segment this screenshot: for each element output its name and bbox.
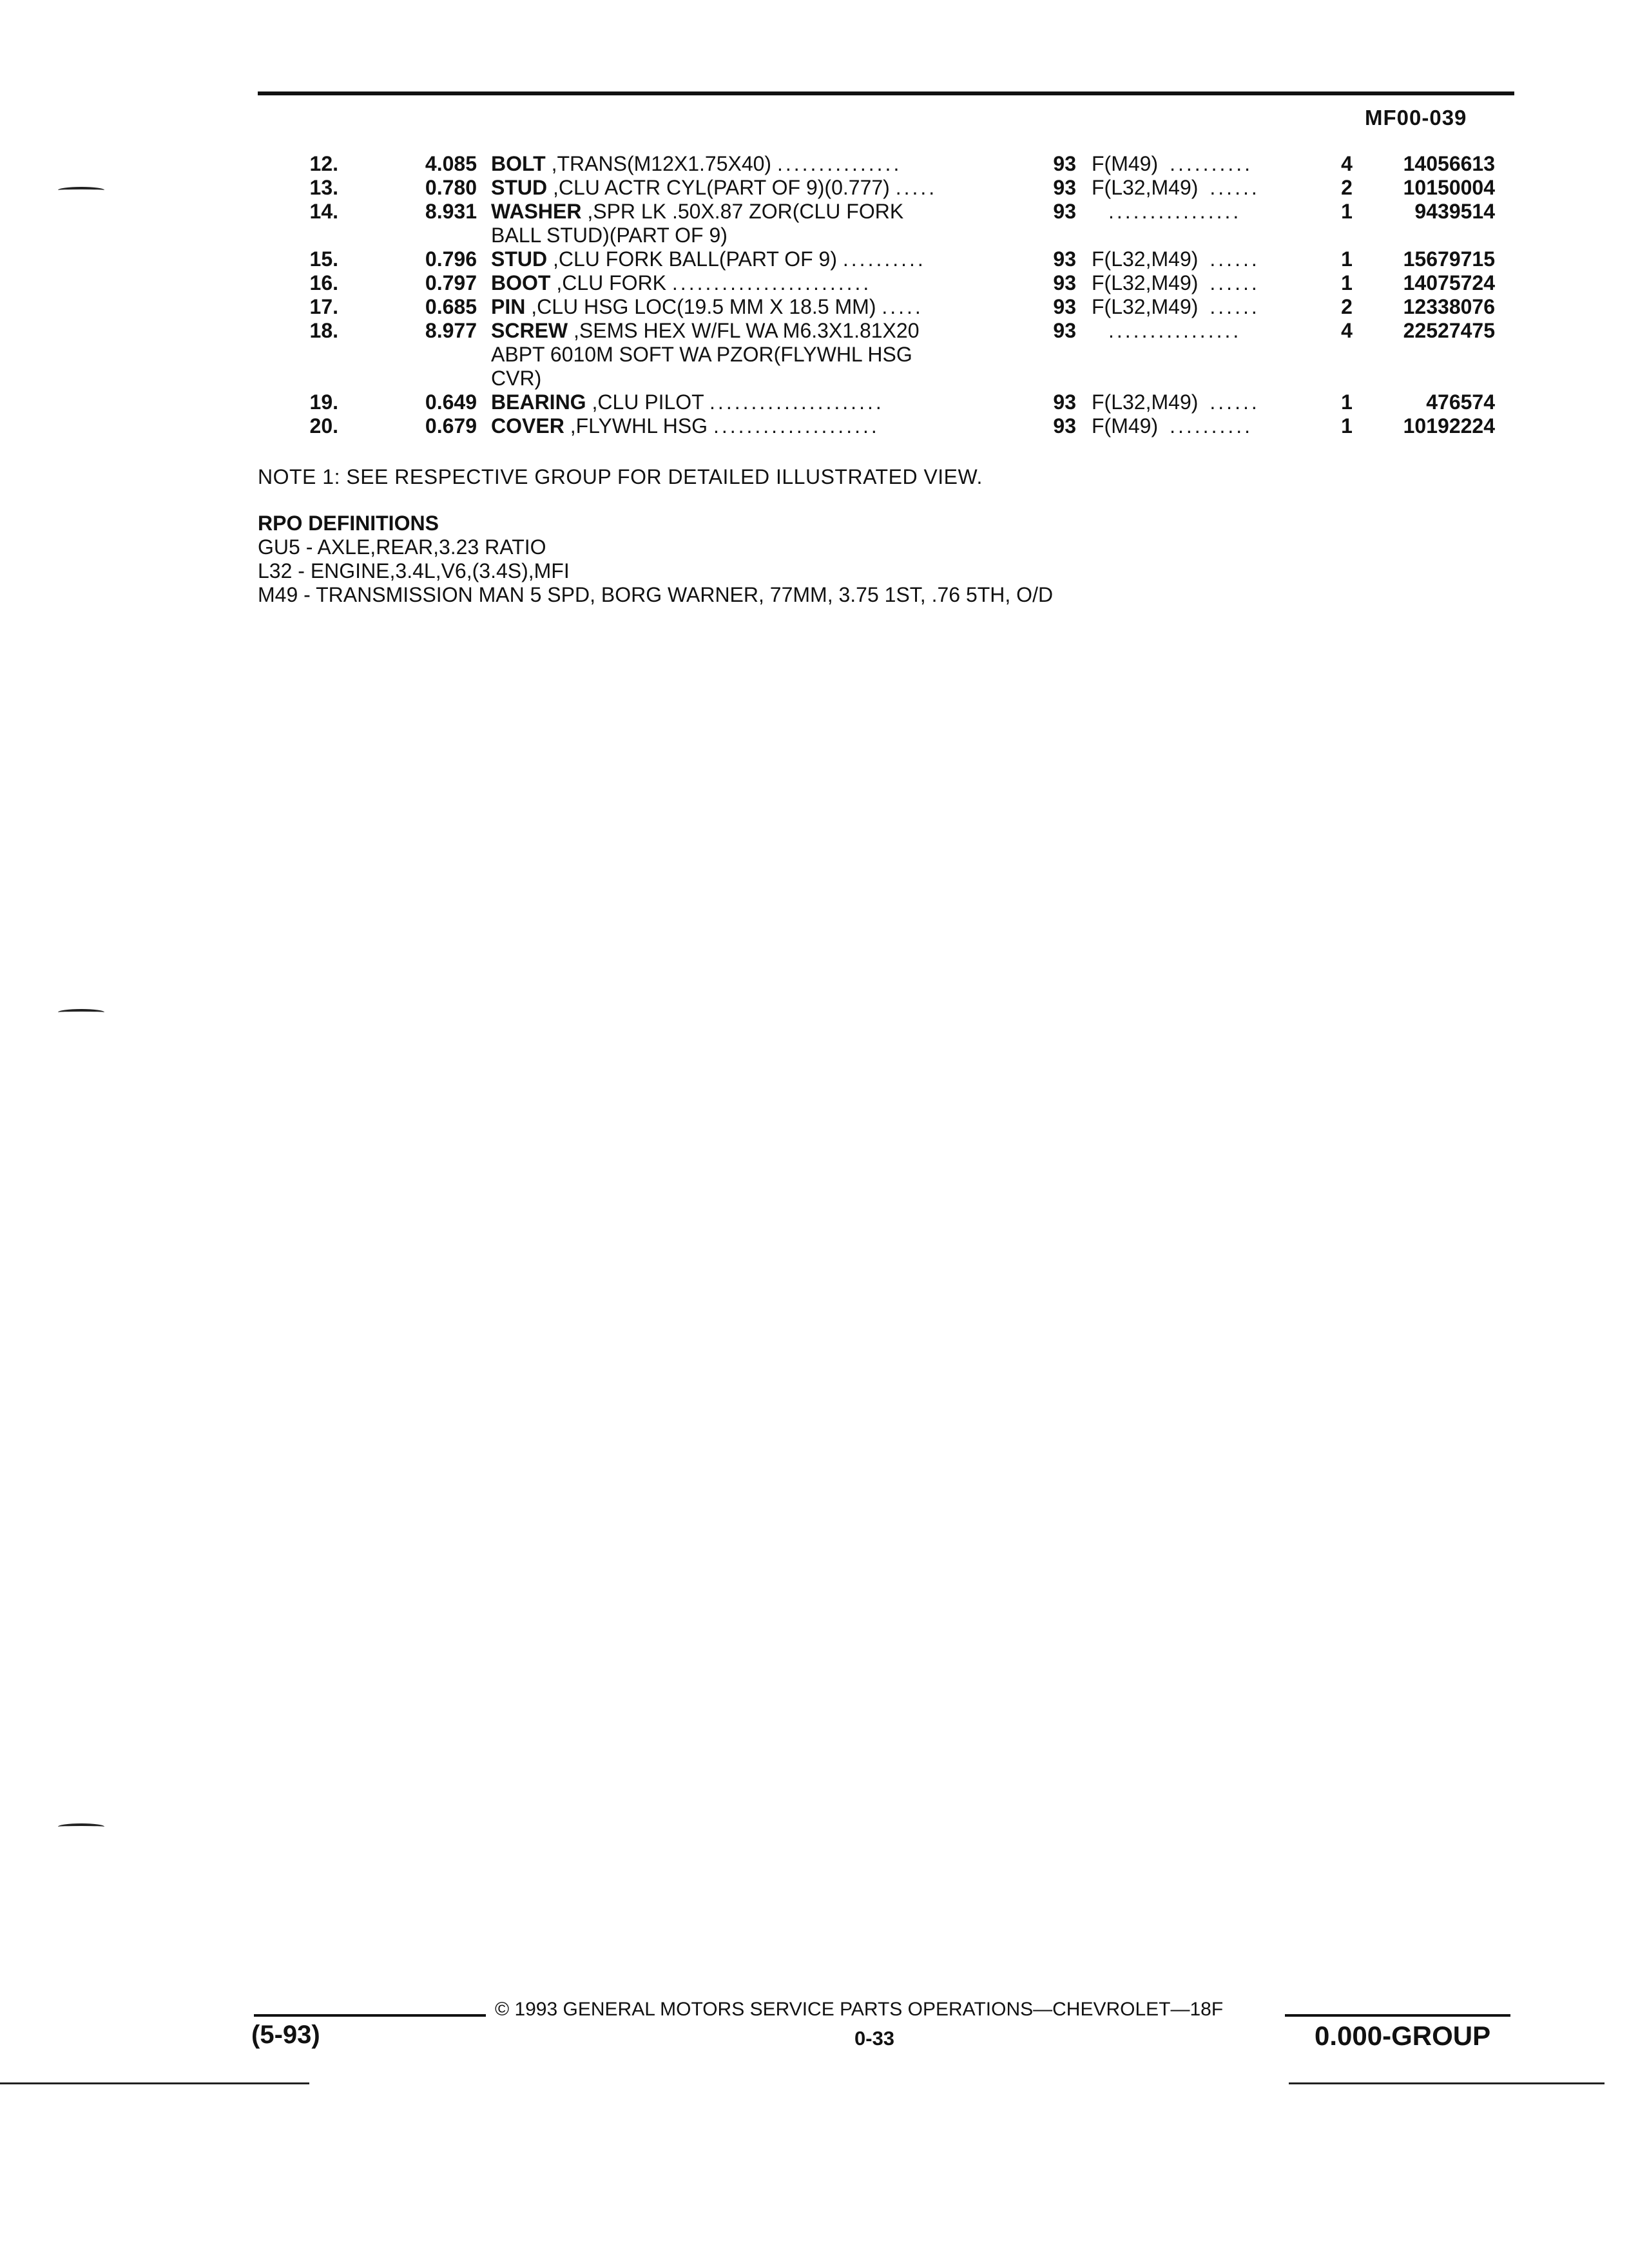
application-code: F(L32,M49)	[1092, 176, 1199, 199]
footer-copyright: © 1993 GENERAL MOTORS SERVICE PARTS OPERATIONS—CHEVROLET—18F	[495, 1999, 1224, 2020]
description-line	[491, 247, 1031, 271]
leader-dots: .....	[882, 295, 923, 318]
table-row	[258, 319, 1521, 390]
part-description	[477, 319, 1031, 390]
leader-dots: ......	[1210, 295, 1260, 318]
part-number: 15679715	[1403, 247, 1495, 271]
table-row	[258, 390, 1521, 414]
leader-dots: ......	[1210, 176, 1260, 199]
leader-dots: ........................	[671, 271, 872, 294]
part-name: BOLT	[491, 152, 546, 175]
punch-mark-bottom	[58, 1823, 104, 1830]
quantity: 4	[1341, 319, 1353, 342]
footer-rule-left	[254, 2014, 486, 2017]
part-detail: ,SPR LK .50X.87 ZOR(CLU FORK	[581, 200, 904, 223]
header-rule	[258, 91, 1514, 95]
item-number: 20.	[309, 414, 338, 437]
part-description	[477, 247, 1031, 271]
model-year: 93	[1053, 271, 1076, 294]
table-row	[258, 271, 1521, 295]
rpo-item: L32 - ENGINE,3.4L,V6,(3.4S),MFI	[258, 559, 570, 582]
application-code: F(M49)	[1092, 414, 1159, 437]
part-number: 12338076	[1403, 295, 1495, 318]
part-number: 10150004	[1403, 176, 1495, 199]
part-description	[477, 176, 1031, 200]
footer-rule-right	[1285, 2014, 1510, 2017]
model-year: 93	[1053, 319, 1076, 342]
rpo-item: M49 - TRANSMISSION MAN 5 SPD, BORG WARNER, 77MM, 3.75 1ST, .76 5TH, O/D	[258, 583, 1054, 606]
table-row	[258, 176, 1521, 200]
illustration-number: 8.977	[425, 319, 477, 342]
part-detail: ,SEMS HEX W/FL WA M6.3X1.81X20	[568, 319, 920, 342]
page-edge-rule-right	[1289, 2082, 1605, 2084]
description-continuation: CVR)	[491, 367, 542, 390]
punch-mark-middle	[58, 1009, 104, 1015]
quantity: 2	[1341, 295, 1353, 318]
part-name: WASHER	[491, 200, 582, 223]
illustration-number: 0.797	[425, 271, 477, 294]
description-line	[491, 390, 1031, 414]
leader-dots: .....	[895, 176, 938, 199]
footer-group: 0.000-GROUP	[1315, 2021, 1491, 2051]
item-number: 12.	[309, 152, 338, 175]
part-detail: ,CLU FORK	[550, 271, 667, 294]
document-code: MF00-039	[1365, 106, 1467, 130]
application	[1076, 414, 1334, 438]
model-year: 93	[1053, 152, 1076, 175]
item-number: 18.	[309, 319, 338, 342]
note-text: NOTE 1: SEE RESPECTIVE GROUP FOR DETAILED ILLUSTRATED VIEW.	[258, 465, 983, 488]
item-number: 14.	[309, 200, 338, 223]
illustration-number: 0.679	[425, 414, 477, 437]
quantity: 4	[1341, 152, 1353, 175]
part-name: SCREW	[491, 319, 568, 342]
application	[1076, 319, 1334, 343]
application-code: F(M49)	[1092, 152, 1159, 175]
part-name: PIN	[491, 295, 526, 318]
quantity: 1	[1341, 271, 1353, 294]
model-year: 93	[1053, 295, 1076, 318]
page-edge-rule-left	[0, 2082, 309, 2084]
illustration-number: 0.780	[425, 176, 477, 199]
part-number: 14056613	[1403, 152, 1495, 175]
part-number: 476574	[1426, 390, 1495, 414]
illustration-number: 0.649	[425, 390, 477, 414]
part-description	[477, 414, 1031, 438]
application	[1076, 271, 1334, 295]
part-detail: ,CLU HSG LOC(19.5 MM X 18.5 MM)	[525, 295, 876, 318]
leader-dots: ..........	[1170, 152, 1253, 175]
part-detail: ,CLU FORK BALL(PART OF 9)	[547, 247, 837, 271]
model-year: 93	[1053, 176, 1076, 199]
model-year: 93	[1053, 200, 1076, 223]
part-number: 14075724	[1403, 271, 1495, 294]
application	[1076, 152, 1334, 176]
leader-dots: ................	[1108, 319, 1242, 342]
rpo-definitions	[258, 512, 1053, 607]
leader-dots: ......	[1210, 247, 1260, 271]
punch-mark-top	[58, 187, 104, 193]
illustration-number: 0.796	[425, 247, 477, 271]
application-code: F(L32,M49)	[1092, 295, 1199, 318]
quantity: 1	[1341, 247, 1353, 271]
footer-date: (5-93)	[251, 2021, 320, 2049]
quantity: 1	[1341, 390, 1353, 414]
quantity: 2	[1341, 176, 1353, 199]
quantity: 1	[1341, 200, 1353, 223]
part-name: STUD	[491, 176, 548, 199]
description-continuation: BALL STUD)(PART OF 9)	[491, 224, 728, 247]
leader-dots: ......	[1210, 390, 1260, 414]
application	[1076, 176, 1334, 200]
model-year: 93	[1053, 414, 1076, 437]
part-name: BOOT	[491, 271, 551, 294]
rpo-item: GU5 - AXLE,REAR,3.23 RATIO	[258, 535, 546, 559]
part-name: COVER	[491, 414, 564, 437]
table-row	[258, 247, 1521, 271]
description-line	[491, 152, 1031, 176]
application-code: F(L32,M49)	[1092, 271, 1199, 294]
description-line	[491, 319, 1031, 343]
item-number: 19.	[309, 390, 338, 414]
description-line	[491, 271, 1031, 295]
part-number: 22527475	[1403, 319, 1495, 342]
item-number: 16.	[309, 271, 338, 294]
part-description	[477, 295, 1031, 319]
rpo-title: RPO DEFINITIONS	[258, 512, 439, 535]
part-description	[477, 200, 1031, 247]
description-line	[491, 414, 1031, 438]
application	[1076, 247, 1334, 271]
application	[1076, 295, 1334, 319]
quantity: 1	[1341, 414, 1353, 437]
item-number: 13.	[309, 176, 338, 199]
application	[1076, 200, 1334, 224]
part-detail: ,TRANS(M12X1.75X40)	[545, 152, 772, 175]
table-row	[258, 295, 1521, 319]
part-name: STUD	[491, 247, 548, 271]
item-number: 15.	[309, 247, 338, 271]
part-description	[477, 390, 1031, 414]
description-continuation: ABPT 6010M SOFT WA PZOR(FLYWHL HSG	[491, 343, 912, 366]
application-code: F(L32,M49)	[1092, 390, 1199, 414]
table-row	[258, 414, 1521, 438]
leader-dots: ..........	[842, 247, 926, 271]
leader-dots: ......	[1210, 271, 1260, 294]
illustration-number: 4.085	[425, 152, 477, 175]
leader-dots: .....................	[709, 390, 884, 414]
leader-dots: ...............	[776, 152, 902, 175]
leader-dots: ....................	[713, 414, 880, 437]
part-number: 9439514	[1414, 200, 1495, 223]
model-year: 93	[1053, 247, 1076, 271]
illustration-number: 0.685	[425, 295, 477, 318]
application	[1076, 390, 1334, 414]
part-detail: ,CLU PILOT	[586, 390, 704, 414]
model-year: 93	[1053, 390, 1076, 414]
leader-dots: ................	[1108, 200, 1242, 223]
parts-list	[258, 152, 1521, 438]
part-description	[477, 271, 1031, 295]
description-line	[491, 200, 1031, 224]
part-name: BEARING	[491, 390, 586, 414]
application-code: F(L32,M49)	[1092, 247, 1199, 271]
part-number: 10192224	[1403, 414, 1495, 437]
leader-dots: ..........	[1170, 414, 1253, 437]
item-number: 17.	[309, 295, 338, 318]
part-description	[477, 152, 1031, 176]
table-row	[258, 200, 1521, 247]
part-detail: ,CLU ACTR CYL(PART OF 9)(0.777)	[547, 176, 890, 199]
illustration-number: 8.931	[425, 200, 477, 223]
description-line	[491, 176, 1031, 200]
part-detail: ,FLYWHL HSG	[564, 414, 708, 437]
description-line	[491, 295, 1031, 319]
table-row	[258, 152, 1521, 176]
footer-page-number: 0-33	[854, 2027, 895, 2050]
